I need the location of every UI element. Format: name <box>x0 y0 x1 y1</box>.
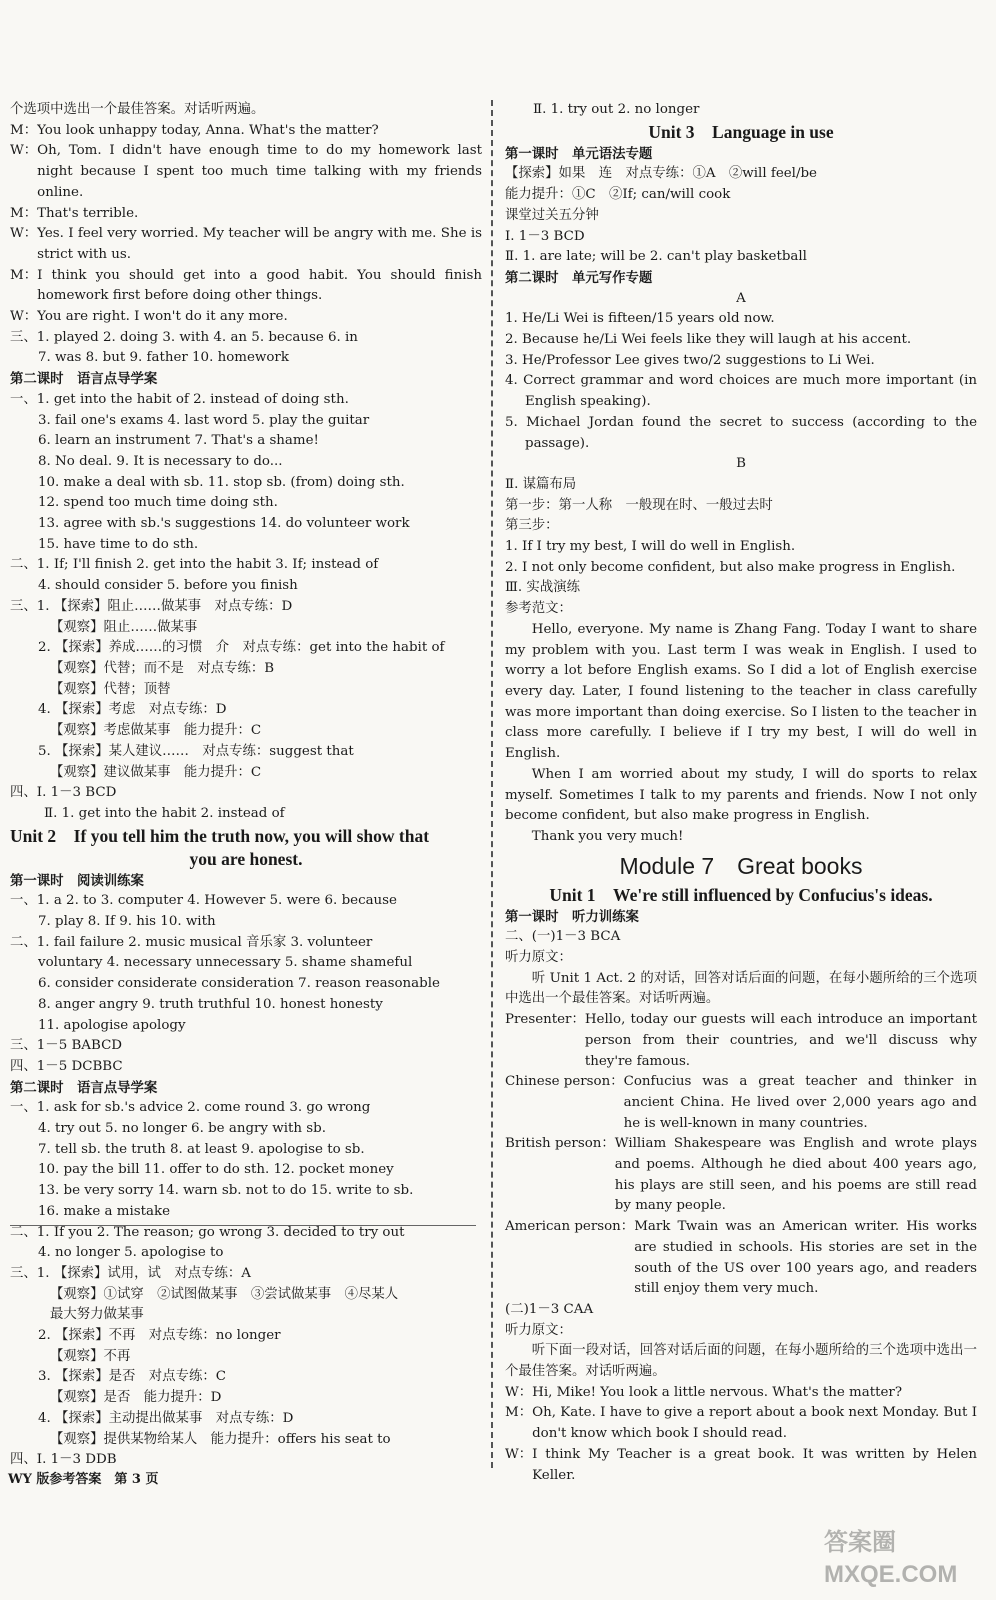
answer-line: 第一步：第一人称 一般现在时、一般过去时 <box>505 497 773 513</box>
speaker-text: Confucius was a great teacher and thinker in ancient China. He lived over 2,000 years ago and he is well-known in many countries. <box>623 1074 977 1131</box>
speaker-label: Chinese person： <box>505 1074 624 1090</box>
answer-line: 三、1－5 BABCD <box>10 1038 123 1054</box>
left-column <box>10 100 482 1471</box>
dialogue-line <box>10 266 482 307</box>
speaker-text: Oh, Tom. I didn't have enough time to do my homework last night because I spent too much time talking with my friends online. <box>37 143 482 200</box>
answer-line: 16. make a mistake <box>38 1203 171 1219</box>
speaker-label: M： <box>10 122 38 138</box>
unit-title: Unit 3 Language in use <box>648 121 834 142</box>
answer-line: 13. be very sorry 14. warn sb. not to do 15. write to sb. <box>38 1183 414 1199</box>
answer-line: 4. should consider 5. before you finish <box>38 578 298 594</box>
dialogue-line <box>505 1383 977 1404</box>
answer-line: Ⅰ. 1－3 BCD <box>505 228 585 244</box>
answer-line: 2. 【探索】养成……的习惯 介 对点专练：get into the habit of <box>38 640 445 656</box>
answer-line: 三、1. 【探索】阻止……做某事 对点专练：D <box>10 598 293 614</box>
answer-line: 3. 【探索】是否 对点专练：C <box>38 1369 226 1385</box>
answer-line: 13. agree with sb.'s suggestions 14. do volunteer work <box>38 516 410 532</box>
answer-line: 10. make a deal with sb. 11. stop sb. (from) doing sth. <box>38 474 405 490</box>
answer-item: 1. He/Li Wei is fifteen/15 years old now. <box>505 311 775 327</box>
module-title: Module 7 Great books <box>619 852 863 879</box>
answer-line: 【观察】建议做某事 能力提升：C <box>50 764 262 780</box>
paragraph: 听 Unit 1 Act. 2 的对话，回答对话后面的问题，在每小题所给的三个选项中选出一个最佳答案。对话听两遍。 <box>505 970 977 1007</box>
answer-line: 8. No deal. 9. It is necessary to do... <box>38 453 283 469</box>
answer-line: 2. 【探索】不再 对点专练：no longer <box>38 1328 281 1344</box>
dialogue-line <box>10 121 482 142</box>
answer-line: 7. tell sb. the truth 8. at least 9. apologise to sb. <box>38 1141 365 1157</box>
answer-line: 能力提升：①C ②If; can/will cook <box>505 187 731 203</box>
speaker-label: W： <box>10 226 38 242</box>
answer-line: 【观察】是否 能力提升：D <box>50 1390 222 1406</box>
dialogue-line <box>10 224 482 265</box>
answer-line: 【观察】提供某物给某人 能力提升：offers his seat to <box>50 1431 391 1447</box>
section-letter: B <box>736 456 746 472</box>
speaker-label: W： <box>10 309 38 325</box>
answer-line: 1. If I try my best, I will do well in English. <box>505 539 796 555</box>
speaker-label: American person： <box>505 1219 635 1235</box>
speaker-text: I think My Teacher is a great book. It was written by Helen Keller. <box>532 1446 977 1483</box>
answer-item: 4. Correct grammar and word choices are much more important (in English speaking). <box>505 373 977 410</box>
answer-line: 参考范文： <box>505 601 572 617</box>
answer-line: 【探索】如果 连 对点专练：①A ②will feel/be <box>505 166 817 182</box>
answer-line: 三、1. 【探索】试用，试 对点专练：A <box>10 1265 251 1281</box>
lesson-heading: 第一课时 听力训练案 <box>505 908 639 925</box>
answer-line: Ⅱ. 谋篇布局 <box>505 476 577 492</box>
answer-line: 二、1. fail failure 2. music musical 音乐家 3. volunteer <box>10 934 373 950</box>
speaker-text: I think you should get into a good habit. You should finish homework first before doing other things. <box>37 267 482 304</box>
answer-line: Ⅱ. 1. get into the habit 2. instead of <box>44 805 285 821</box>
answer-item: 3. He/Professor Lee gives two/2 suggestions to Li Wei. <box>505 352 875 368</box>
answer-line: 【观察】①试穿 ②试图做某事 ③尝试做某事 ④尽某人 <box>50 1286 399 1302</box>
answer-line: (二)1－3 CAA <box>505 1301 594 1317</box>
answer-line: 4. 【探索】考虑 对点专练：D <box>38 702 227 718</box>
answer-line: 10. pay the bill 11. offer to do sth. 12. pocket money <box>38 1162 394 1178</box>
answer-line: 15. have time to do sth. <box>38 536 199 552</box>
answer-line: 第三步： <box>505 518 559 534</box>
dialogue-line <box>10 307 482 328</box>
answer-line: 【观察】阻止……做某事 <box>50 619 198 635</box>
paragraph: Thank you very much! <box>531 828 684 844</box>
speaker-text: William Shakespeare was English and wrote plays and poems. Although he died about 400 years ago, his plays are still seen, and his poems are still read by many people. <box>614 1136 977 1214</box>
answer-line: 二、(一)1－3 BCA <box>505 929 621 945</box>
lesson-heading: 第二课时 语言点导学案 <box>10 1079 158 1096</box>
paragraph: Hello, everyone. My name is Zhang Fang. Today I want to share my problem with you. Last term I was weak in English. I used to worry a lot before English exams. So I did a lot of English exercise every day. Later, I found listening to the teacher in class carefully was more important than doing exercise. So I listen to the teacher in class more carefully. I believe if I try my best, I will do well in English. <box>505 621 977 762</box>
speaker-label: Presenter： <box>505 1012 585 1028</box>
answer-item: 2. Because he/Li Wei feels like they will laugh at his accent. <box>505 332 912 348</box>
speaker-text: Hello, today our guests will each introduce an important person from their countries, and we'll discuss why they're famous. <box>584 1012 977 1069</box>
speaker-text: You look unhappy today, Anna. What's the matter? <box>37 122 379 138</box>
lesson-heading: 第二课时 语言点导学案 <box>10 371 158 388</box>
lesson-heading: 第二课时 单元写作专题 <box>505 269 653 286</box>
speaker-label: M： <box>10 205 38 221</box>
dialogue-line <box>505 1217 977 1300</box>
speaker-label: W： <box>505 1446 533 1462</box>
speaker-text: That's terrible. <box>37 205 139 221</box>
answer-line: 【观察】代替；顶替 <box>50 681 171 697</box>
unit-title: you are honest. <box>189 848 303 869</box>
answer-line: 4. no longer 5. apologise to <box>38 1245 224 1261</box>
answer-line: 听力原文： <box>505 950 572 966</box>
right-column <box>505 100 977 1486</box>
answer-line: Ⅲ. 实战演练 <box>505 580 580 596</box>
lesson-heading: 第一课时 阅读训练案 <box>10 872 144 889</box>
speaker-text: Hi, Mike! You look a little nervous. What's the matter? <box>532 1384 903 1400</box>
page-footer: WY 版参考答案 第 3 页 <box>8 1472 159 1487</box>
answer-line: 二、1. If you 2. The reason; go wrong 3. decided to try out <box>10 1224 405 1240</box>
answer-line: 一、1. ask for sb.'s advice 2. come round 3. go wrong <box>10 1100 371 1116</box>
answer-line: 11. apologise apology <box>38 1017 186 1033</box>
speaker-label: M： <box>10 267 38 283</box>
speaker-label: British person： <box>505 1136 615 1152</box>
speaker-text: Oh, Kate. I have to give a report about a book next Monday. But I don't know which book I should read. <box>532 1405 977 1442</box>
answer-line: 【观察】考虑做某事 能力提升：C <box>50 723 262 739</box>
answer-line: 个选项中选出一个最佳答案。对话听两遍。 <box>10 102 265 117</box>
dialogue-line <box>505 1072 977 1134</box>
answer-line: Ⅱ. 1. are late; will be 2. can't play basketball <box>505 249 807 265</box>
answer-line: 2. I not only become confident, but also make progress in English. <box>505 559 956 575</box>
dialogue-line <box>10 204 482 225</box>
answer-line: voluntary 4. necessary unnecessary 5. shame shameful <box>38 955 413 971</box>
answer-line: 6. consider considerate consideration 7. reason reasonable <box>38 976 440 992</box>
watermark-line1: 答案圈 <box>824 1529 896 1556</box>
dialogue-line <box>505 1134 977 1217</box>
dialogue-line <box>505 1010 977 1072</box>
answer-line: 四、1－5 DCBBC <box>10 1058 123 1074</box>
answer-line: 6. learn an instrument 7. That's a shame! <box>38 433 319 449</box>
unit-title: Unit 2 If you tell him the truth now, you will show that <box>10 825 430 846</box>
answer-item: 5. Michael Jordan found the secret to success (according to the passage). <box>505 414 977 451</box>
watermark-logo <box>816 1522 976 1592</box>
speaker-text: You are right. I won't do it any more. <box>37 309 288 325</box>
answer-line: 3. fail one's exams 4. last word 5. play the guitar <box>38 412 370 428</box>
answer-line: 8. anger angry 9. truth truthful 10. honest honesty <box>38 996 383 1012</box>
dialogue-line <box>10 141 482 203</box>
answer-line: 一、1. a 2. to 3. computer 4. However 5. were 6. because <box>10 893 397 909</box>
answer-line: 【观察】不再 <box>50 1348 131 1364</box>
answer-line: 12. spend too much time doing sth. <box>38 495 278 511</box>
lesson-heading: 第一课时 单元语法专题 <box>505 145 653 162</box>
answer-line: 最大努力做某事 <box>50 1307 144 1323</box>
answer-line: 二、1. If; I'll finish 2. get into the habit 3. If; instead of <box>10 557 379 573</box>
dialogue-line <box>505 1445 977 1486</box>
speaker-label: W： <box>505 1384 533 1400</box>
watermark-line2: MXQE.COM <box>824 1561 958 1588</box>
speaker-text: Mark Twain was an American writer. His works are studied in schools. His stories are set in the south of the US over 100 years ago, and readers still enjoy them very much. <box>634 1219 977 1297</box>
column-divider <box>491 100 493 1468</box>
answer-line: 听力原文： <box>505 1322 572 1338</box>
paragraph: 听下面一段对话，回答对话后面的问题，在每小题所给的三个选项中选出一个最佳答案。对话听两遍。 <box>505 1343 977 1380</box>
paragraph: When I am worried about my study, I will do sports to relax myself. Sometimes I talk to my parents and friends. Now I not only become confident, but also make progress in English. <box>505 766 977 824</box>
speaker-label: W： <box>10 143 38 159</box>
speaker-text: Yes. I feel very worried. My teacher will be angry with me. She is strict with us. <box>37 226 482 262</box>
answer-line: 4. 【探索】主动提出做某事 对点专练：D <box>38 1410 294 1426</box>
unit-title: Unit 1 We're still influenced by Confucius's ideas. <box>549 884 933 905</box>
answer-line: 4. try out 5. no longer 6. be angry with sb. <box>38 1121 326 1137</box>
answer-line: 三、1. played 2. doing 3. with 4. an 5. because 6. in <box>10 329 358 345</box>
dialogue-line <box>505 1403 977 1444</box>
answer-line: Ⅱ. 1. try out 2. no longer <box>533 102 700 117</box>
answer-line: 7. was 8. but 9. father 10. homework <box>38 350 289 366</box>
answer-line: 【观察】代替；而不是 对点专练：B <box>50 660 275 676</box>
speaker-label: M： <box>505 1405 533 1421</box>
section-letter: A <box>736 290 746 306</box>
answer-line: 课堂过关五分钟 <box>505 207 599 223</box>
answer-line: 5. 【探索】某人建议…… 对点专练：suggest that <box>38 743 354 759</box>
answer-line: 一、1. get into the habit of 2. instead of doing sth. <box>10 391 349 407</box>
answer-line: 四、Ⅰ. 1－3 BCD <box>10 785 117 801</box>
answer-line: 7. play 8. If 9. his 10. with <box>38 914 216 930</box>
answer-line: 四、Ⅰ. 1－3 DDB <box>10 1452 117 1468</box>
